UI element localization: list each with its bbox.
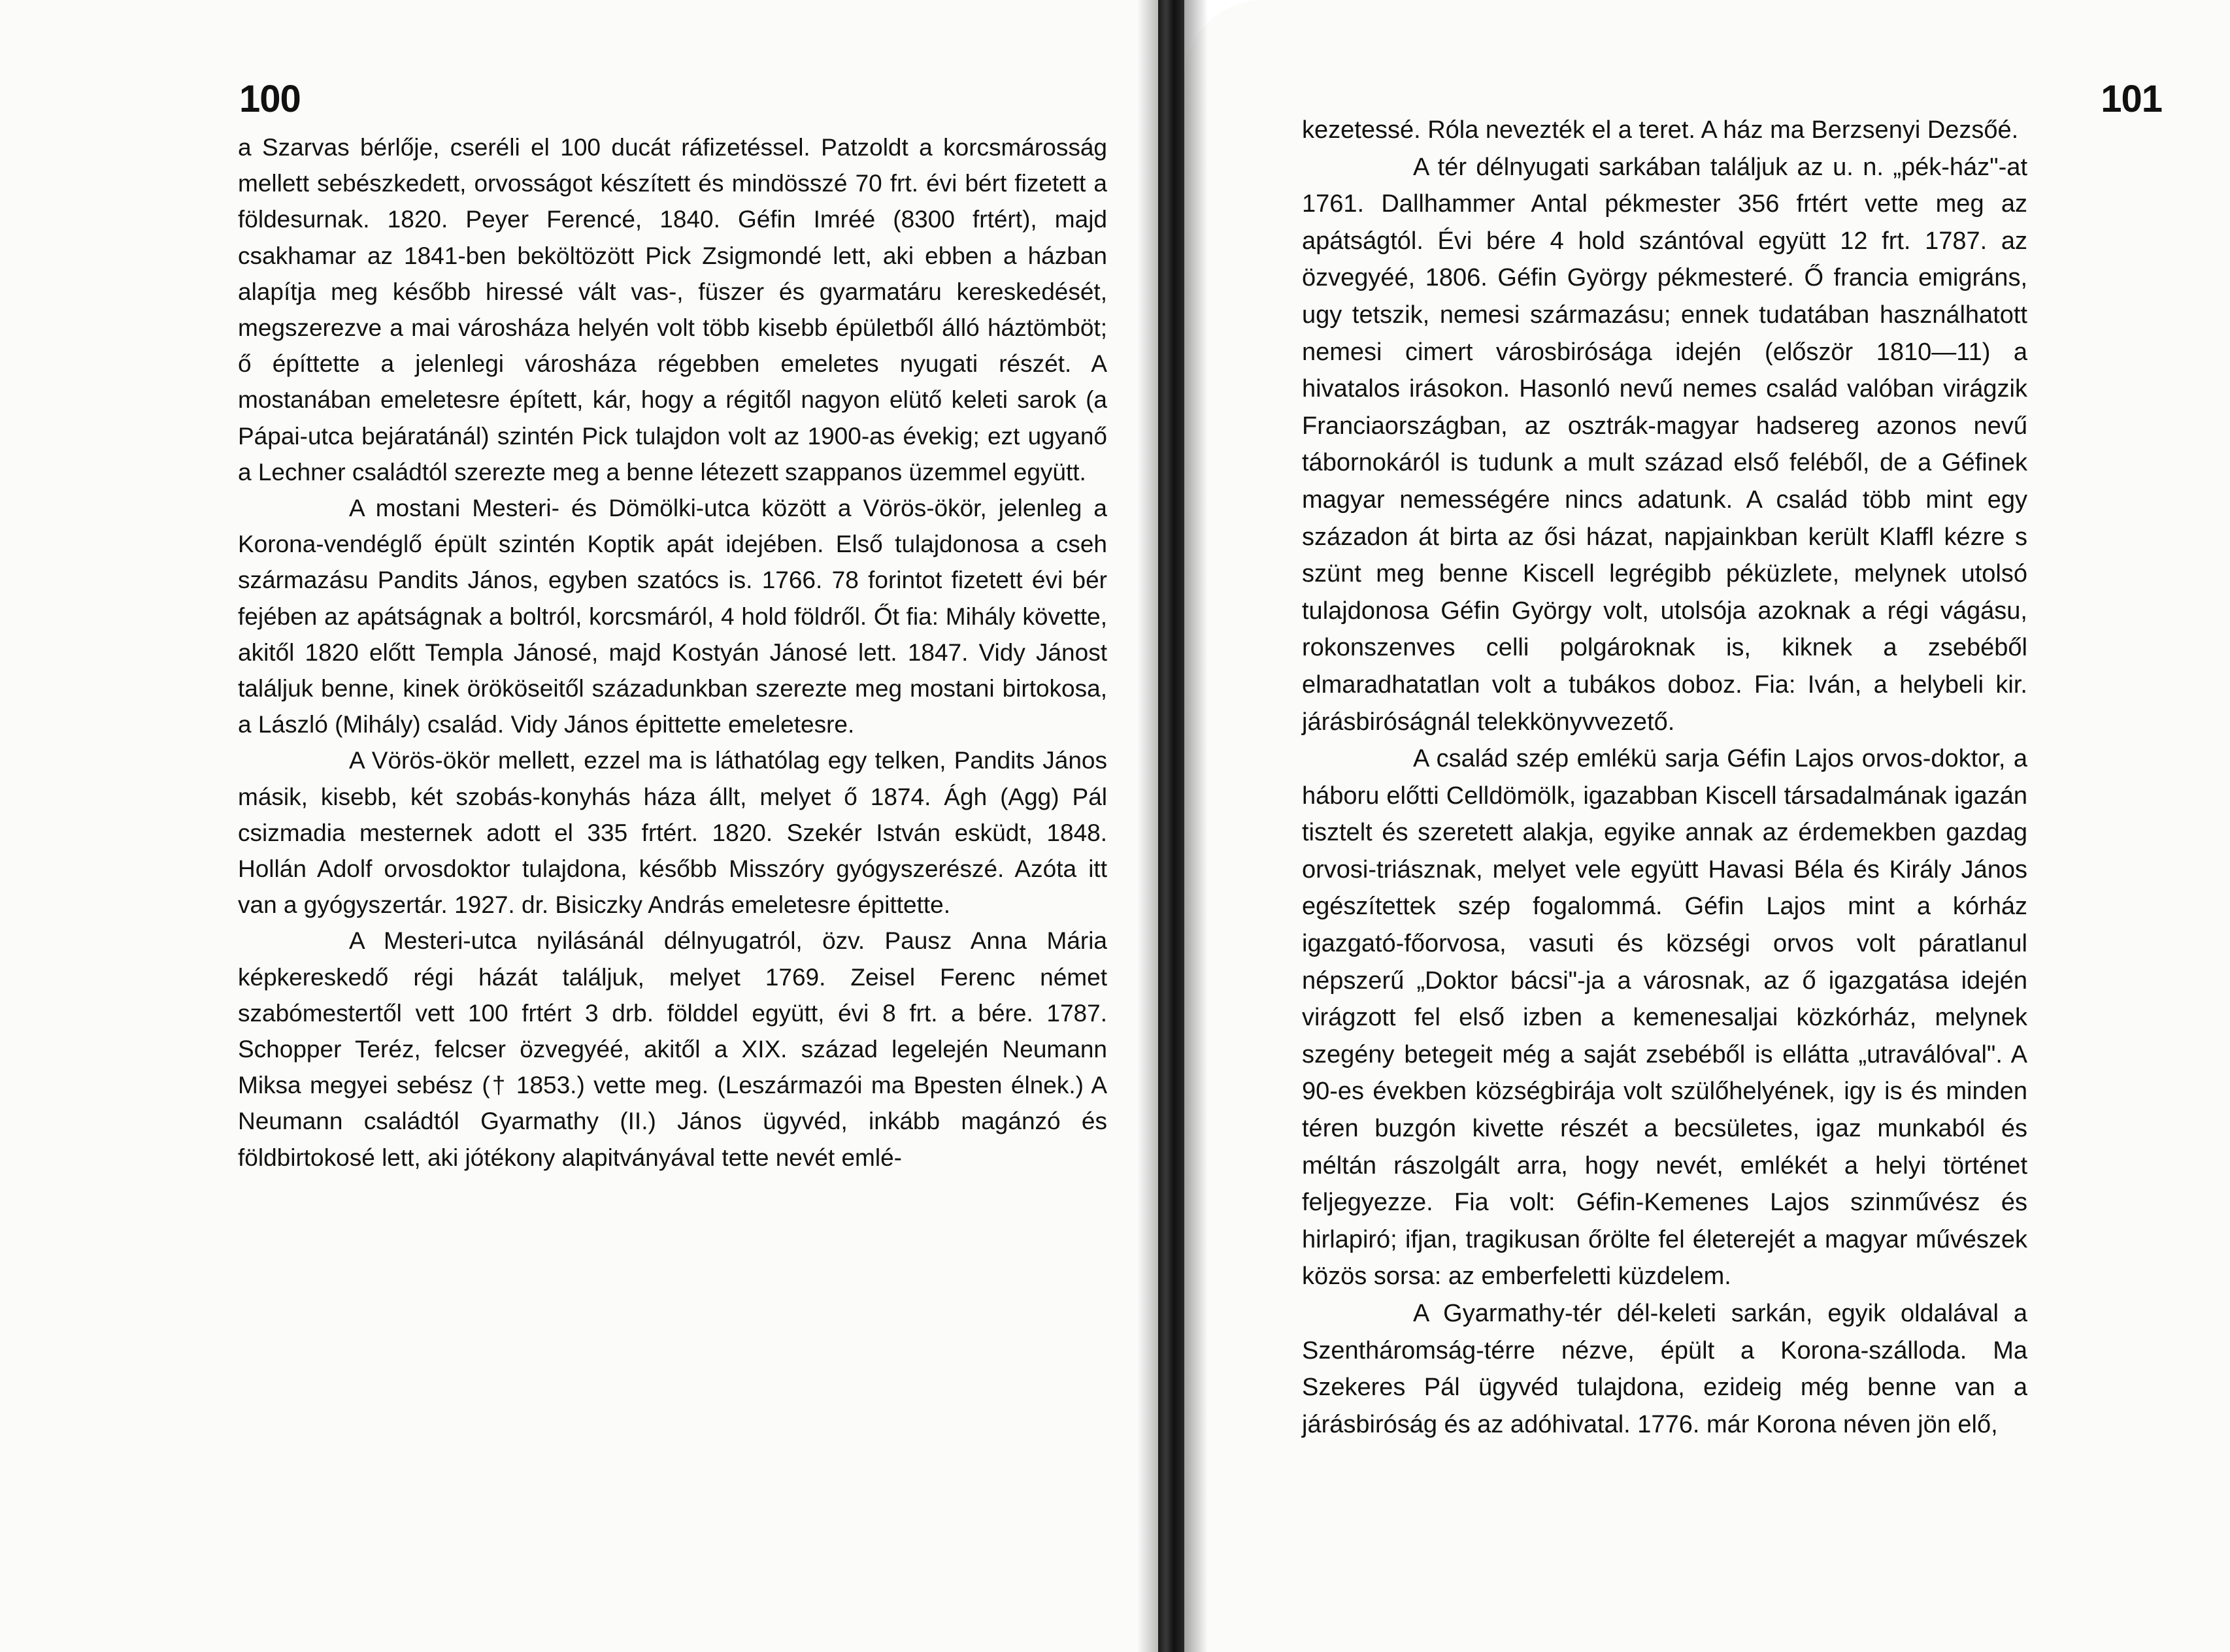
left-paragraph-4: A Mesteri-utca nyilásánál délnyugatról, özv. Pausz Anna Mária képkereskedő régi házát találjuk, melyet 1769. Zeisel Ferenc német szabómestertől vett 100 frtért 3 drb. földdel együtt, évi 8 frt. a bére. 1787. Schopper Teréz, felcser özvegyéé, akitől a XIX. század legelején Neumann Miksa megyei sebész († 1853.) vette meg. (Leszármazói ma Bpesten élnek.) A Neumann családtól Gyarmathy (II.) János ügyvéd, inkább magánzó és földbirtokosé lett, aki jótékony alapitványával tette nevét emlé- (238, 927, 1107, 1171)
right-paragraph-1: kezetessé. Róla nevezték el a teret. A ház ma Berzsenyi Dezsőé. (1302, 116, 2019, 144)
gutter-shadow-right (1184, 0, 1208, 1652)
right-paragraph-3: A család szép emlékü sarja Géfin Lajos orvos-doktor, a háboru előtti Celldömölk, igazabban Kiscell társadalmának igazán tisztelt és szeretett alakja, egyike annak az érdemekben gazdag orvosi-triásznak, melyet vele együtt Havasi Béla és Király János egészítettek szép fogalommá. Géfin Lajos mint a kórház igazgató-főorvosa, vasuti és községi orvos volt páratlanul népszerű „Doktor bácsi"-ja a városnak, az ő igazgatása idején virágzott fel első izben a kemenesaljai közkórház, melynek szegény betegeit még a saját zsebéből is ellátta „utraválóval". A 90-es években községbirája volt szülőhelyének, igy is és minden téren buzgón kivette részét a becsületes, igaz munkaból és méltán rászolgált arra, hogy nevét, emlékét a helyi történet feljegyezze. Fia volt: Géfin-Kemenes Lajos szinművész és hirlapiró; ifjan, tragikusan őrölte fel életerejét a magyar művészek közös sorsa: az emberfeletti küzdelem. (1302, 745, 2027, 1291)
book-gutter (1158, 0, 1184, 1652)
left-page-number: 100 (239, 78, 301, 120)
left-paragraph-3: A Vörös-ökör mellett, ezzel ma is láthatólag egy telken, Pandits János másik, kisebb, két szobás-konyhás háza állt, melyet ő 1874. Ágh (Agg) Pál csizmadia mesternek adott el 335 frtért. 1820. Szekér István esküdt, 1848. Hollán Adolf orvosdoktor tulajdona, később Misszóry gyógyszerészé. Azóta itt van a gyógyszertár. 1927. dr. Bisiczky András emeletesre épittette. (238, 747, 1107, 919)
right-page-number: 101 (2101, 78, 2162, 120)
right-page-text (1302, 112, 2027, 1443)
right-paragraph-4: A Gyarmathy-tér dél-keleti sarkán, egyik oldalával a Szentháromság-térre nézve, épült a Korona-szálloda. Ma Szekeres Pál ügyvéd tulajdona, ezideig még benne van a járásbiróság és az adóhivatal. 1776. már Korona néven jön elő, (1302, 1300, 2027, 1438)
left-paragraph-2: A mostani Mesteri- és Dömölki-utca között a Vörös-ökör, jelenleg a Korona-vendéglő épült szintén Koptik apát idejében. Első tulajdonosa a cseh származásu Pandits János, egyben szatócs is. 1766. 78 forintot fizetett évi bér fejében az apátságnak a boltról, korcsmáról, 4 hold földről. Őt fia: Mihály követte, akitől 1820 előtt Templa Jánosé, majd Kostyán Jánosé lett. 1847. Vidy Jánost találjuk benne, kinek örököseitől századunkban szerezte meg mostani birtokosa, a László (Mihály) család. Vidy János épittette emeletesre. (238, 495, 1107, 738)
left-page-text (238, 129, 1107, 1176)
left-paragraph-1: a Szarvas bérlője, cseréli el 100 ducát ráfizetéssel. Patzoldt a korcsmárosság mellett sebészkedett, orvosságot készített és mindösszé 70 frt. évi bért fizetett a földesurnak. 1820. Peyer Ferencé, 1840. Géfin Imréé (8300 frtért), majd csakhamar az 1841-ben beköltözött Pick Zsigmondé lett, aki ebben a házban alapítja meg később hiressé vált vas-, füszer és gyarmatáru kereskedését, megszerezve a mai városháza helyén volt több kisebb épületből álló háztömböt; ő építtette a jelenlegi városháza régebben emeletes nyugati részét. A mostanában emeletesre épített, kár, hogy a régitől nagyon elütő keleti sarok (a Pápai-utca bejáratánál) szintén Pick tulajdon volt az 1900-as évekig; ezt ugyanő a Lechner családtól szerezte meg a benne létezett szappanos üzemmel együtt. (238, 134, 1107, 486)
right-page (1184, 0, 2230, 1652)
right-paragraph-2: A tér délnyugati sarkában találjuk az u. n. „pék-ház"-at 1761. Dallhammer Antal pékmester 356 frtért vette meg az apátságtól. Évi bére 4 hold szántóval együtt 12 frt. 1787. az özvegyéé, 1806. Géfin György pékmesteré. Ő francia emigráns, ugy tetszik, nemesi származásu; ennek tudatában használhatott nemesi cimert városbirósága idején (először 1810—11) a hivatalos irásokon. Hasonló nevű nemes család valóban virágzik Franciaországban, az osztrák-magyar hadsereg azonos nevű tábornokáról is tudunk a mult század első feléből, de a Géfinek magyar nemességére nincs adatunk. A család több mint egy századon át birta az ősi házat, napjainkban került Klaffl kézre s szünt meg benne Kiscell legrégibb péküzlete, melynek utolsó tulajdonosa Géfin György volt, utolsója azoknak a régi vágásu, rokonszenves celli polgároknak is, kiknek a zsebéből elmaradhatatlan volt a tubákos doboz. Fia: Iván, a helybeli kir. járásbiróságnál telekkönyvvezető. (1302, 153, 2027, 736)
gutter-shadow-left (1137, 0, 1158, 1652)
